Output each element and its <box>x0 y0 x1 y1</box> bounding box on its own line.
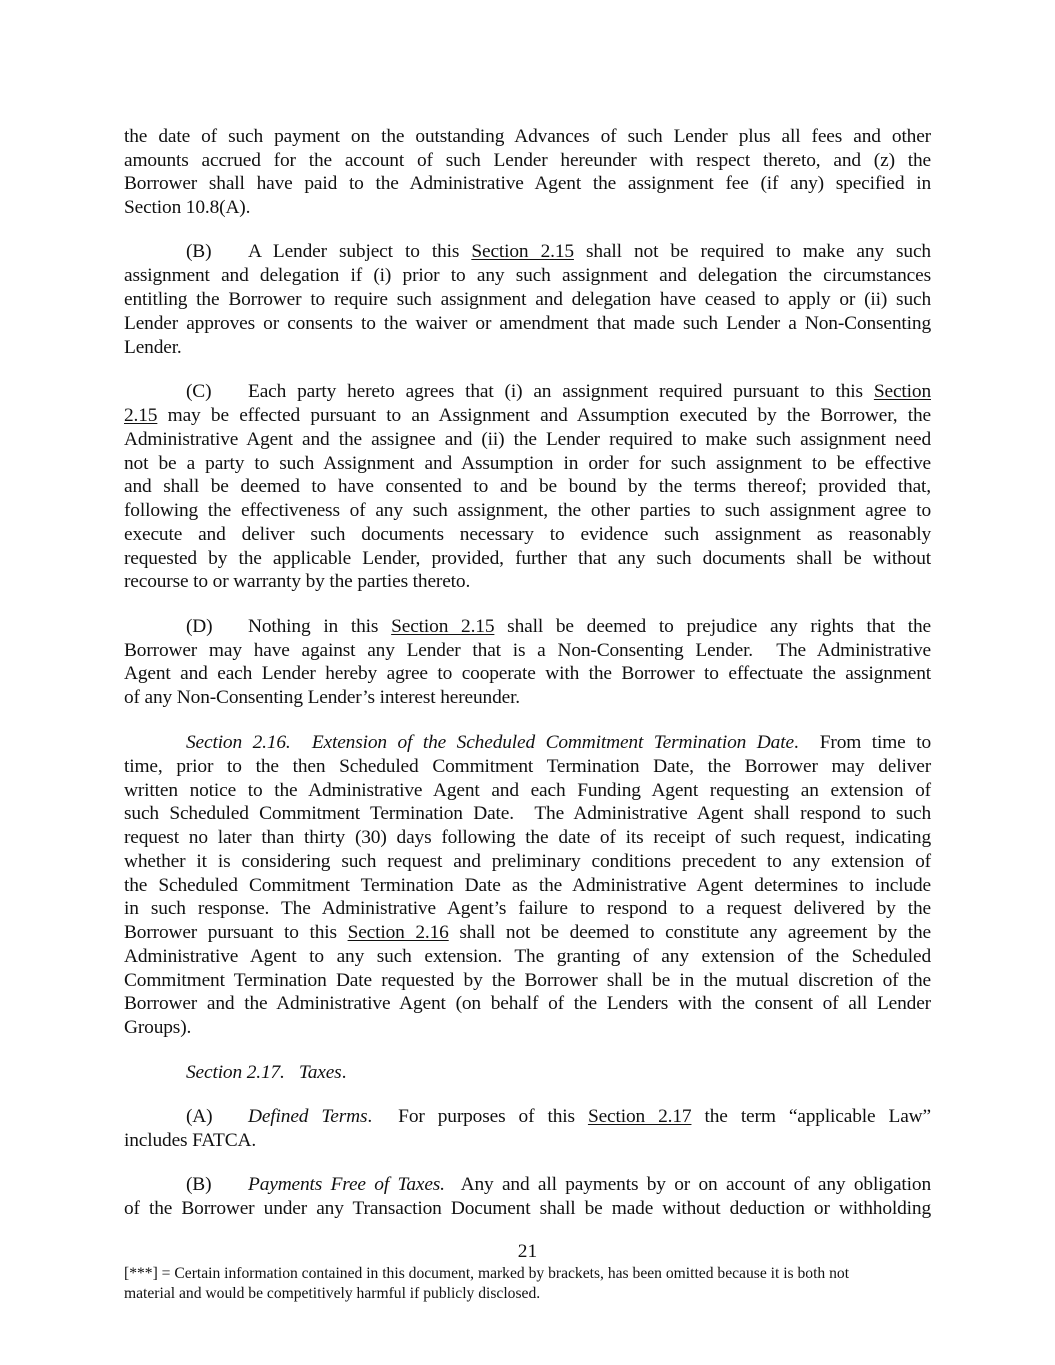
text: Nothing in this <box>248 616 392 637</box>
text-line: and shall be deemed to have consented to and be bound by the terms thereof; provided that, <box>124 476 931 497</box>
text-line: assignment and delegation if (i) prior to any such assignment and delegation the circumstances <box>124 265 931 286</box>
text-line: Section 10.8(A). <box>124 197 251 218</box>
paragraph-d-first-line <box>186 615 931 639</box>
text-line: not be a party to such Assignment and Assumption in order for such assignment to be effective <box>124 453 931 474</box>
text-line: in such response. The Administrative Agent’s failure to respond to a request delivered by the <box>124 898 931 919</box>
text-line: of the Borrower under any Transaction Document shall be made without deduction or withholding <box>124 1198 931 1219</box>
footnote-line: [***] = Certain information contained in this document, marked by brackets, has been omitted because it is both not <box>124 1265 850 1282</box>
clause-label: (B) <box>186 241 212 262</box>
footnote-line: material and would be competitively harmful if publicly disclosed. <box>124 1285 541 1302</box>
text: may be effected pursuant to an Assignment and Assumption executed by the Borrower, the <box>157 405 931 426</box>
section-2-17-heading-line <box>186 1061 931 1085</box>
text: shall not be deemed to constitute any agreement by the <box>448 922 931 943</box>
section-number: Section 2.17. <box>186 1062 285 1083</box>
paragraph-2-17-a-first-line <box>186 1105 931 1129</box>
text-line: Administrative Agent to any such extension. The granting of any extension of the Scheduled <box>124 946 931 967</box>
text-line: execute and deliver such documents necessary to evidence such assignment as reasonably <box>124 524 931 545</box>
text: . For purposes of this <box>367 1106 588 1127</box>
text-line: Groups). <box>124 1017 192 1038</box>
text: . <box>341 1062 347 1083</box>
text-line: Borrower shall have paid to the Administrative Agent the assignment fee (if any) specified in <box>124 173 931 194</box>
text-line: Lender approves or consents to the waiver or amendment that made such Lender a Non-Consenting <box>124 313 931 334</box>
text-line: of any Non-Consenting Lender’s interest hereunder. <box>124 687 521 708</box>
clause-label: (D) <box>186 616 213 637</box>
text-line: Borrower may have against any Lender that is a Non-Consenting Lender. The Administrative <box>124 640 931 661</box>
text: shall not be required to make any such <box>573 241 931 262</box>
text-line: the Scheduled Commitment Termination Date as the Administrative Agent determines to include <box>124 875 931 896</box>
text-line: includes FATCA. <box>124 1130 257 1151</box>
paragraph-2-17-b-first-line <box>186 1173 931 1197</box>
text-line: following the effectiveness of any such assignment, the other parties to such assignment agree to <box>124 500 931 521</box>
section-reference-link[interactable]: Section 2.15 <box>471 241 574 262</box>
text-line: request no later than thirty (30) days following the date of its receipt of such request, indicating <box>124 827 931 848</box>
section-number: Section 2.16. <box>186 732 291 753</box>
section-reference-link[interactable]: Section 2.17 <box>587 1106 692 1127</box>
clause-label: (B) <box>186 1174 212 1195</box>
text: Borrower pursuant to this <box>124 922 348 943</box>
clause-title: Defined Terms <box>248 1106 368 1127</box>
paragraph-c-first-line <box>186 380 931 404</box>
text-line: written notice to the Administrative Agent and each Funding Agent requesting an extension of <box>124 780 931 801</box>
text-line: such Scheduled Commitment Termination Date. The Administrative Agent shall respond to such <box>124 803 931 824</box>
text: Each party hereto agrees that (i) an assignment required pursuant to this <box>248 381 874 402</box>
text-line: time, prior to the then Scheduled Commitment Termination Date, the Borrower may deliver <box>124 756 931 777</box>
section-title: Extension of the Scheduled Commitment Termination Date <box>311 732 794 753</box>
paragraph-b-first-line <box>186 240 931 264</box>
text-line: the date of such payment on the outstanding Advances of such Lender plus all fees and other <box>124 126 931 147</box>
text: Any and all payments by or on account of any obligation <box>444 1174 931 1195</box>
section-reference-link[interactable]: Section 2.15 <box>391 616 495 637</box>
section-title: Taxes <box>298 1062 342 1083</box>
section-reference-link[interactable]: Section 2.16 <box>347 922 449 943</box>
clause-title: Payments Free of Taxes. <box>248 1174 445 1195</box>
text: . From time to <box>793 732 931 753</box>
text-line: Borrower and the Administrative Agent (on behalf of the Lenders with the consent of all Lender <box>124 993 931 1014</box>
section-2-16-heading-line <box>186 731 931 755</box>
text: A Lender subject to this <box>248 241 472 262</box>
text-line: Agent and each Lender hereby agree to cooperate with the Borrower to effectuate the assignment <box>124 663 931 684</box>
text-line: Administrative Agent and the assignee and (ii) the Lender required to make such assignment need <box>124 429 931 450</box>
text-line <box>124 404 931 428</box>
text-line <box>124 921 931 945</box>
clause-label: (A) <box>186 1106 213 1127</box>
text-line: Commitment Termination Date requested by the Borrower shall be in the mutual discretion of the <box>124 970 931 991</box>
text-line: amounts accrued for the account of such Lender hereunder with respect thereto, and (z) the <box>124 150 931 171</box>
text: shall be deemed to prejudice any rights that the <box>494 616 931 637</box>
text-line: entitling the Borrower to require such assignment and delegation have ceased to apply or (ii) such <box>124 289 931 310</box>
section-reference-link[interactable]: Section <box>873 381 931 402</box>
section-reference-link[interactable]: 2.15 <box>124 405 158 426</box>
text-line: whether it is considering such request and preliminary conditions precedent to any extension of <box>124 851 931 872</box>
text-line: recourse to or warranty by the parties thereto. <box>124 571 471 592</box>
text: the term “applicable Law” <box>691 1106 931 1127</box>
clause-label: (C) <box>186 381 212 402</box>
text-line: Lender. <box>124 337 182 358</box>
page-number: 21 <box>517 1241 538 1262</box>
text-line: requested by the applicable Lender, provided, further that any such documents shall be without <box>124 548 931 569</box>
